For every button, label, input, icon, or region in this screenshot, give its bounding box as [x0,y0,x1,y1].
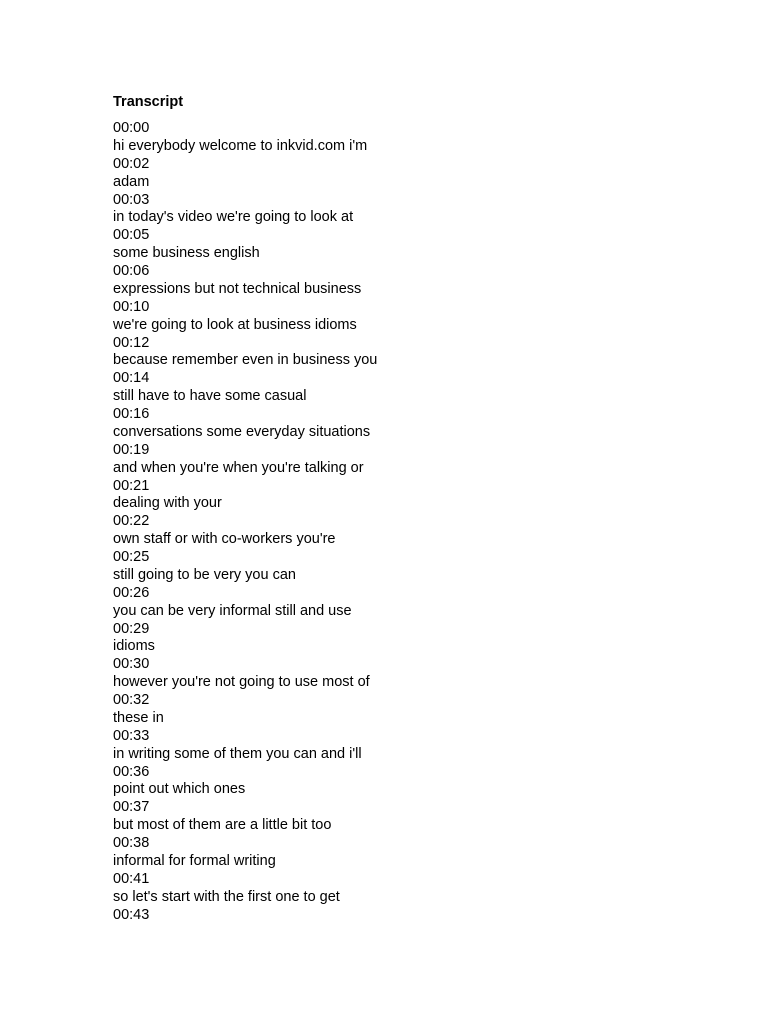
transcript-text-line: these in [113,709,164,726]
transcript-timestamp: 00:21 [113,477,150,494]
transcript-timestamp: 00:16 [113,406,150,422]
transcript-text-line: expressions but not technical business [113,280,362,297]
transcript-timestamp: 00:06 [113,263,150,279]
transcript-text-line: in today's video we're going to look at [113,209,354,226]
transcript-timestamp: 00:38 [113,835,150,851]
transcript-timestamp: 00:12 [113,334,150,351]
transcript-text-line: some business english [113,245,260,262]
transcript-timestamp: 00:00 [113,120,150,136]
transcript-timestamp: 00:37 [113,799,150,816]
transcript-text-line: informal for formal writing [113,852,276,869]
transcript-page [113,93,713,924]
transcript-lines [113,120,713,924]
transcript-timestamp: 00:25 [113,549,150,565]
transcript-timestamp: 00:43 [113,906,150,923]
transcript-text-line: own staff or with co-workers you're [113,531,336,548]
transcript-text-line: so let's start with the first one to get [113,888,340,905]
transcript-timestamp: 00:05 [113,227,150,244]
transcript-timestamp: 00:29 [113,620,150,637]
transcript-text-line: dealing with your [113,495,222,512]
transcript-text-line: in writing some of them you can and i'll [113,745,362,762]
transcript-text-line: adam [113,173,150,190]
transcript-timestamp: 00:26 [113,584,150,601]
transcript-timestamp: 00:03 [113,191,150,208]
transcript-title: Transcript [113,94,184,110]
transcript-timestamp: 00:33 [113,727,150,744]
transcript-text-line: but most of them are a little bit too [113,817,332,834]
transcript-text-line: idioms [113,638,155,655]
transcript-text-line: point out which ones [113,781,246,798]
transcript-text-line: because remember even in business you [113,352,378,369]
transcript-timestamp: 00:14 [113,370,150,387]
transcript-text-line: however you're not going to use most of [113,674,370,691]
transcript-text-line: still going to be very you can [113,566,296,583]
transcript-timestamp: 00:19 [113,441,150,458]
transcript-timestamp: 00:30 [113,656,150,673]
transcript-timestamp: 00:41 [113,870,150,887]
transcript-text-line: hi everybody welcome to inkvid.com i'm [113,137,368,154]
transcript-timestamp: 00:36 [113,763,150,780]
transcript-timestamp: 00:32 [113,692,150,708]
transcript-text-line: still have to have some casual [113,388,307,405]
transcript-timestamp: 00:22 [113,513,150,530]
transcript-text-line: we're going to look at business idioms [113,316,357,333]
transcript-text-line: you can be very informal still and use [113,602,352,619]
transcript-text-line: and when you're when you're talking or [113,459,364,476]
transcript-text-line: conversations some everyday situations [113,423,371,440]
transcript-timestamp: 00:02 [113,155,150,172]
transcript-timestamp: 00:10 [113,298,150,315]
